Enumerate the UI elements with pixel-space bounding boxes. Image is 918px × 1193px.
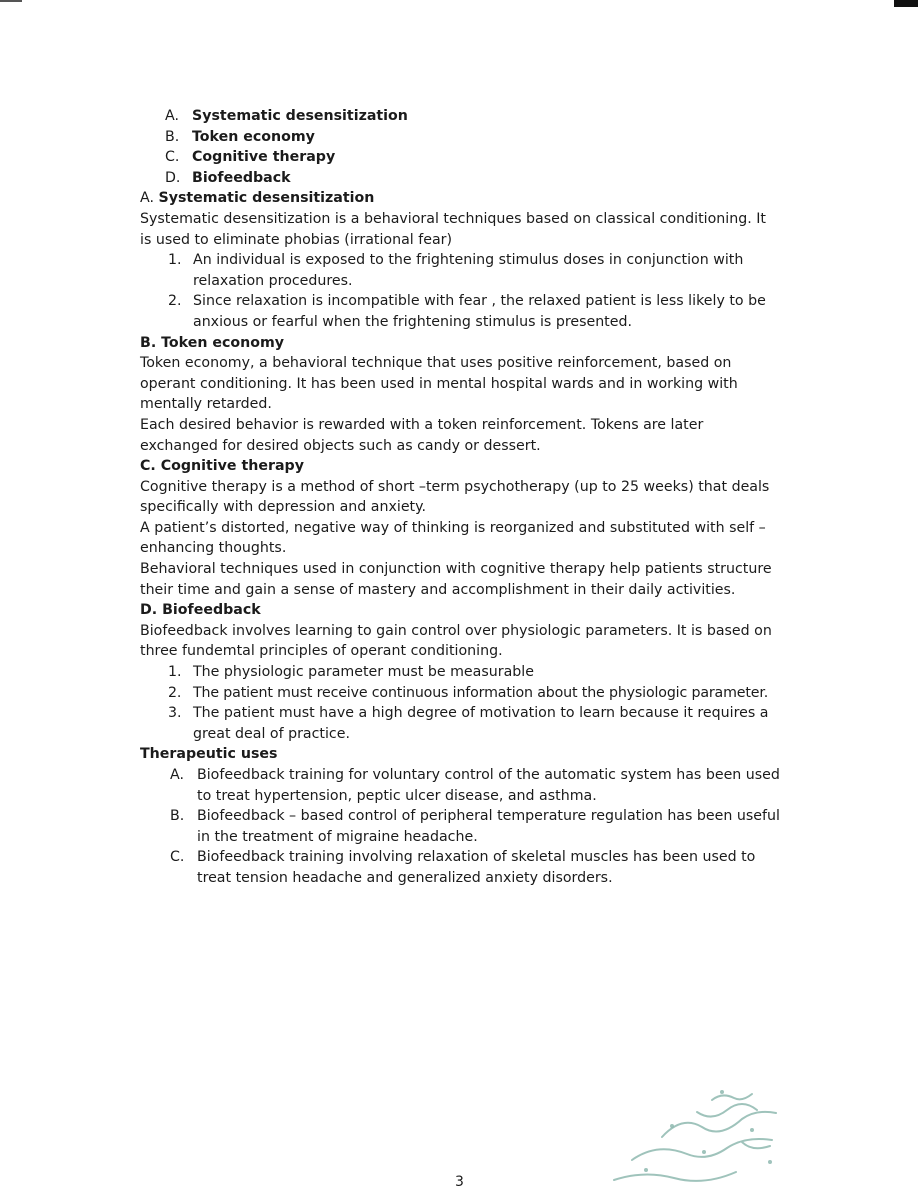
numbered-item: 3. The patient must have a high degree of motivation to learn because it requires a great deal of practice.: [168, 705, 769, 742]
option-item: B. Token economy: [165, 128, 315, 145]
scan-edge-mark: [0, 0, 22, 2]
lettered-item: B. Biofeedback – based control of peripheral temperature regulation has been useful in the treatment of migraine headache.: [170, 808, 780, 845]
paragraph: Cognitive therapy is a method of short –term psychotherapy (up to 25 weeks) that deals specifically with depression and anxiety.: [140, 478, 770, 516]
numbered-item: 1. An individual is exposed to the frightening stimulus doses in conjunction with relaxation procedures.: [168, 252, 744, 289]
option-item: D. Biofeedback: [165, 169, 291, 186]
paragraph: A patient’s distorted, negative way of thinking is reorganized and substituted with self – enhancing thoughts.: [140, 519, 766, 557]
page-number: 3: [455, 1174, 464, 1190]
section-heading-token-economy: B. Token economy: [140, 334, 285, 351]
section-heading-therapeutic-uses: Therapeutic uses: [140, 746, 278, 763]
document-page: [140, 106, 780, 889]
option-item: C. Cognitive therapy: [165, 149, 336, 166]
section-heading-systematic-desensitization: A. Systematic desensitization: [140, 190, 375, 207]
section-heading-biofeedback: D. Biofeedback: [140, 602, 261, 619]
lettered-item: A. Biofeedback training for voluntary control of the automatic system has been used to treat hypertension, peptic ulcer disease, and asthma.: [170, 767, 780, 804]
numbered-item: 1. The physiologic parameter must be measurable: [168, 664, 534, 681]
paragraph: Each desired behavior is rewarded with a token reinforcement. Tokens are later exchanged for desired objects such as candy or dessert.: [140, 416, 704, 454]
numbered-item: 2. Since relaxation is incompatible with fear , the relaxed patient is less likely to be anxious or fearful when the frightening stimulus is presented.: [168, 293, 766, 330]
paragraph: Systematic desensitization is a behavioral techniques based on classical conditioning. It is used to eliminate phobias (irrational fear): [140, 210, 766, 248]
paragraph: Behavioral techniques used in conjunction with cognitive therapy help patients structure their time and gain a sense of mastery and accomplishment in their daily activities.: [140, 561, 772, 598]
paragraph: Token economy, a behavioral technique that uses positive reinforcement, based on operant conditioning. It has been used in mental hospital wards and in working with mentally retarded.: [140, 355, 738, 413]
option-item: A. Systematic desensitization: [165, 108, 408, 124]
numbered-item: 2. The patient must receive continuous information about the physiologic parameter.: [168, 684, 769, 701]
paragraph: Biofeedback involves learning to gain control over physiologic parameters. It is based on three fundemtal principles of operant conditioning.: [140, 622, 772, 660]
section-heading-cognitive-therapy: C. Cognitive therapy: [140, 458, 304, 475]
lettered-item: C. Biofeedback training involving relaxation of skeletal muscles has been used to treat tension headache and generalized anxiety disorders.: [170, 849, 756, 886]
doctor-stamp-seal: [602, 1082, 792, 1192]
scan-edge-mark: [894, 0, 918, 7]
